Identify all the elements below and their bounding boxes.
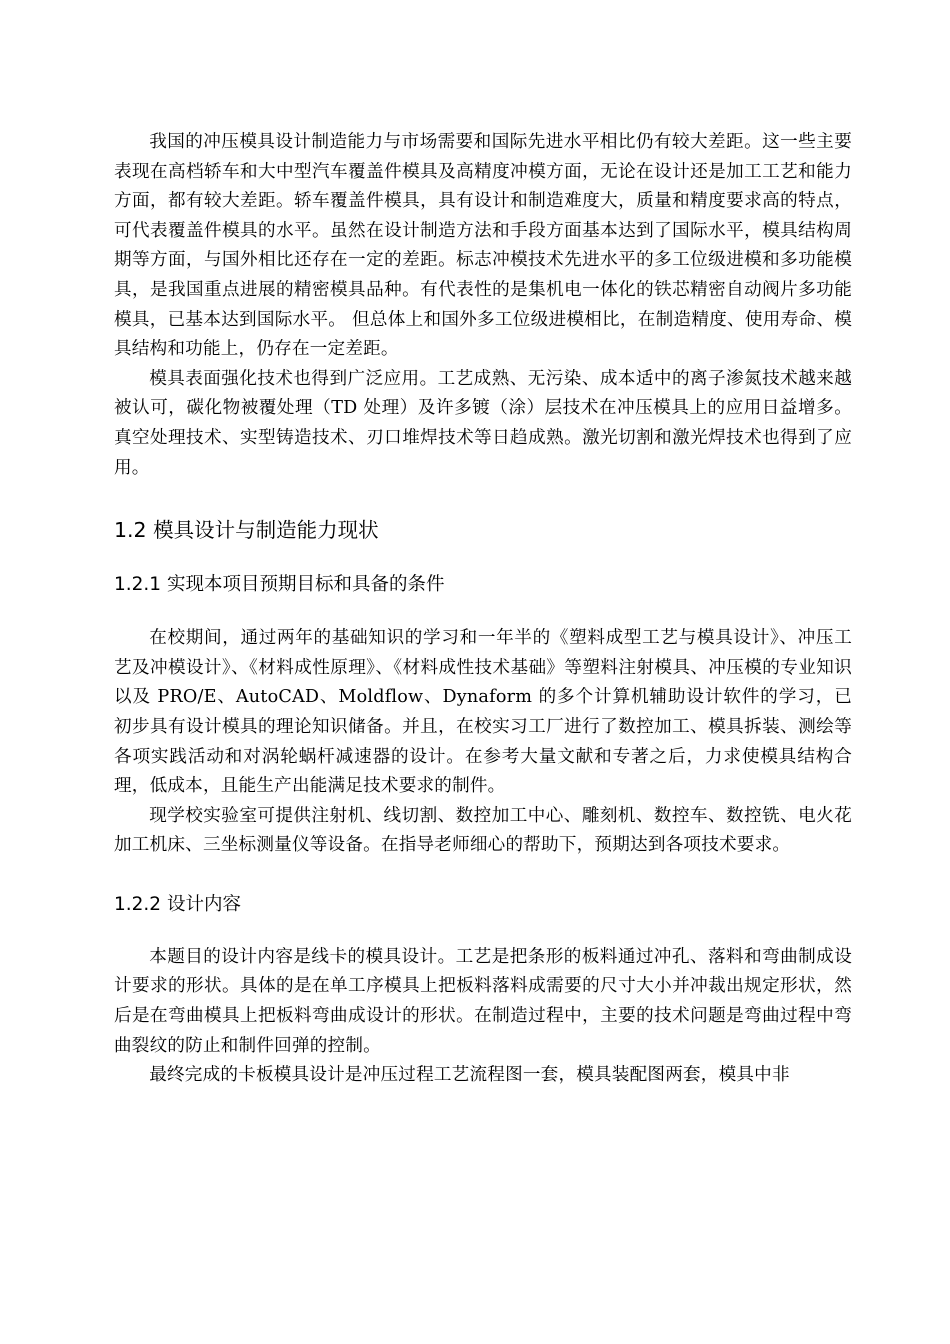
section-heading-1-2-1: 1.2.1 实现本项目预期目标和具备的条件 xyxy=(114,574,445,596)
section-heading-1-2-2: 1.2.2 设计内容 xyxy=(114,893,241,915)
design-content-paragraph-2: 最终完成的卡板模具设计是冲压过程工艺流程图一套，模具装配图两套，模具中非 xyxy=(149,1065,790,1086)
conditions-paragraph-1: 在校期间，通过两年的基础知识的学习和一年半的《塑料成型工艺与模具设计》、冲压工艺及冲模设计》、《材料成性原理》、《材料成性技术基础》等塑料注射模具、冲压模的专业知识以及 PRO/E、AutoCAD、Moldflow、Dynaform 的多个计算机辅助设计软件的学习，已初步具有设计模具的理论知识储备。并且，在校实习工厂进行了数控加工、模具拆装、测绘等各项实践活动和对涡轮蜗杆减速器的设计。在参考大量文献和专著之后，力求使模具结构合理，低成本，且能生产出能满足技术要求的制件。 xyxy=(114,628,852,797)
document-page xyxy=(114,128,852,1091)
intro-paragraph-2: 模具表面强化技术也得到广泛应用。工艺成熟、无污染、成本适中的离子渗氮技术越来越被认可，碳化物被覆处理（TD 处理）及许多镀（涂）层技术在冲压模具上的应用日益增多。真空处理技术、实型铸造技术、刃口堆焊技术等日趋成熟。激光切割和激光焊技术也得到了应用。 xyxy=(114,368,852,478)
design-content-paragraph-1: 本题目的设计内容是线卡的模具设计。工艺是把条形的板料通过冲孔、落料和弯曲制成设计要求的形状。具体的是在单工序模具上把板料落料成需要的尺寸大小并冲裁出规定形状，然后是在弯曲模具上把板料弯曲成设计的形状。在制造过程中，主要的技术问题是弯曲过程中弯曲裂纹的防止和制件回弹的控制。 xyxy=(114,946,852,1056)
section-heading-1-2: 1.2 模具设计与制造能力现状 xyxy=(114,518,379,543)
intro-paragraph-1: 我国的冲压模具设计制造能力与市场需要和国际先进水平相比仍有较大差距。这一些主要表现在高档轿车和大中型汽车覆盖件模具及高精度冲模方面，无论在设计还是加工工艺和能力方面，都有较大差距。轿车覆盖件模具，具有设计和制造难度大，质量和精度要求高的特点，可代表覆盖件模具的水平。虽然在设计制造方法和手段方面基本达到了国际水平，模具结构周期等方面，与国外相比还存在一定的差距。标志冲模技术先进水平的多工位级进模和多功能模具，是我国重点进展的精密模具品种。有代表性的是集机电一体化的铁芯精密自动阀片多功能模具，已基本达到国际水平。 但总体上和国外多工位级进模相比，在制造精度、使用寿命、模具结构和功能上，仍存在一定差距。 xyxy=(114,132,852,360)
conditions-paragraph-2: 现学校实验室可提供注射机、线切割、数控加工中心、雕刻机、数控车、数控铣、电火花加工机床、三坐标测量仪等设备。在指导老师细心的帮助下，预期达到各项技术要求。 xyxy=(114,805,852,856)
